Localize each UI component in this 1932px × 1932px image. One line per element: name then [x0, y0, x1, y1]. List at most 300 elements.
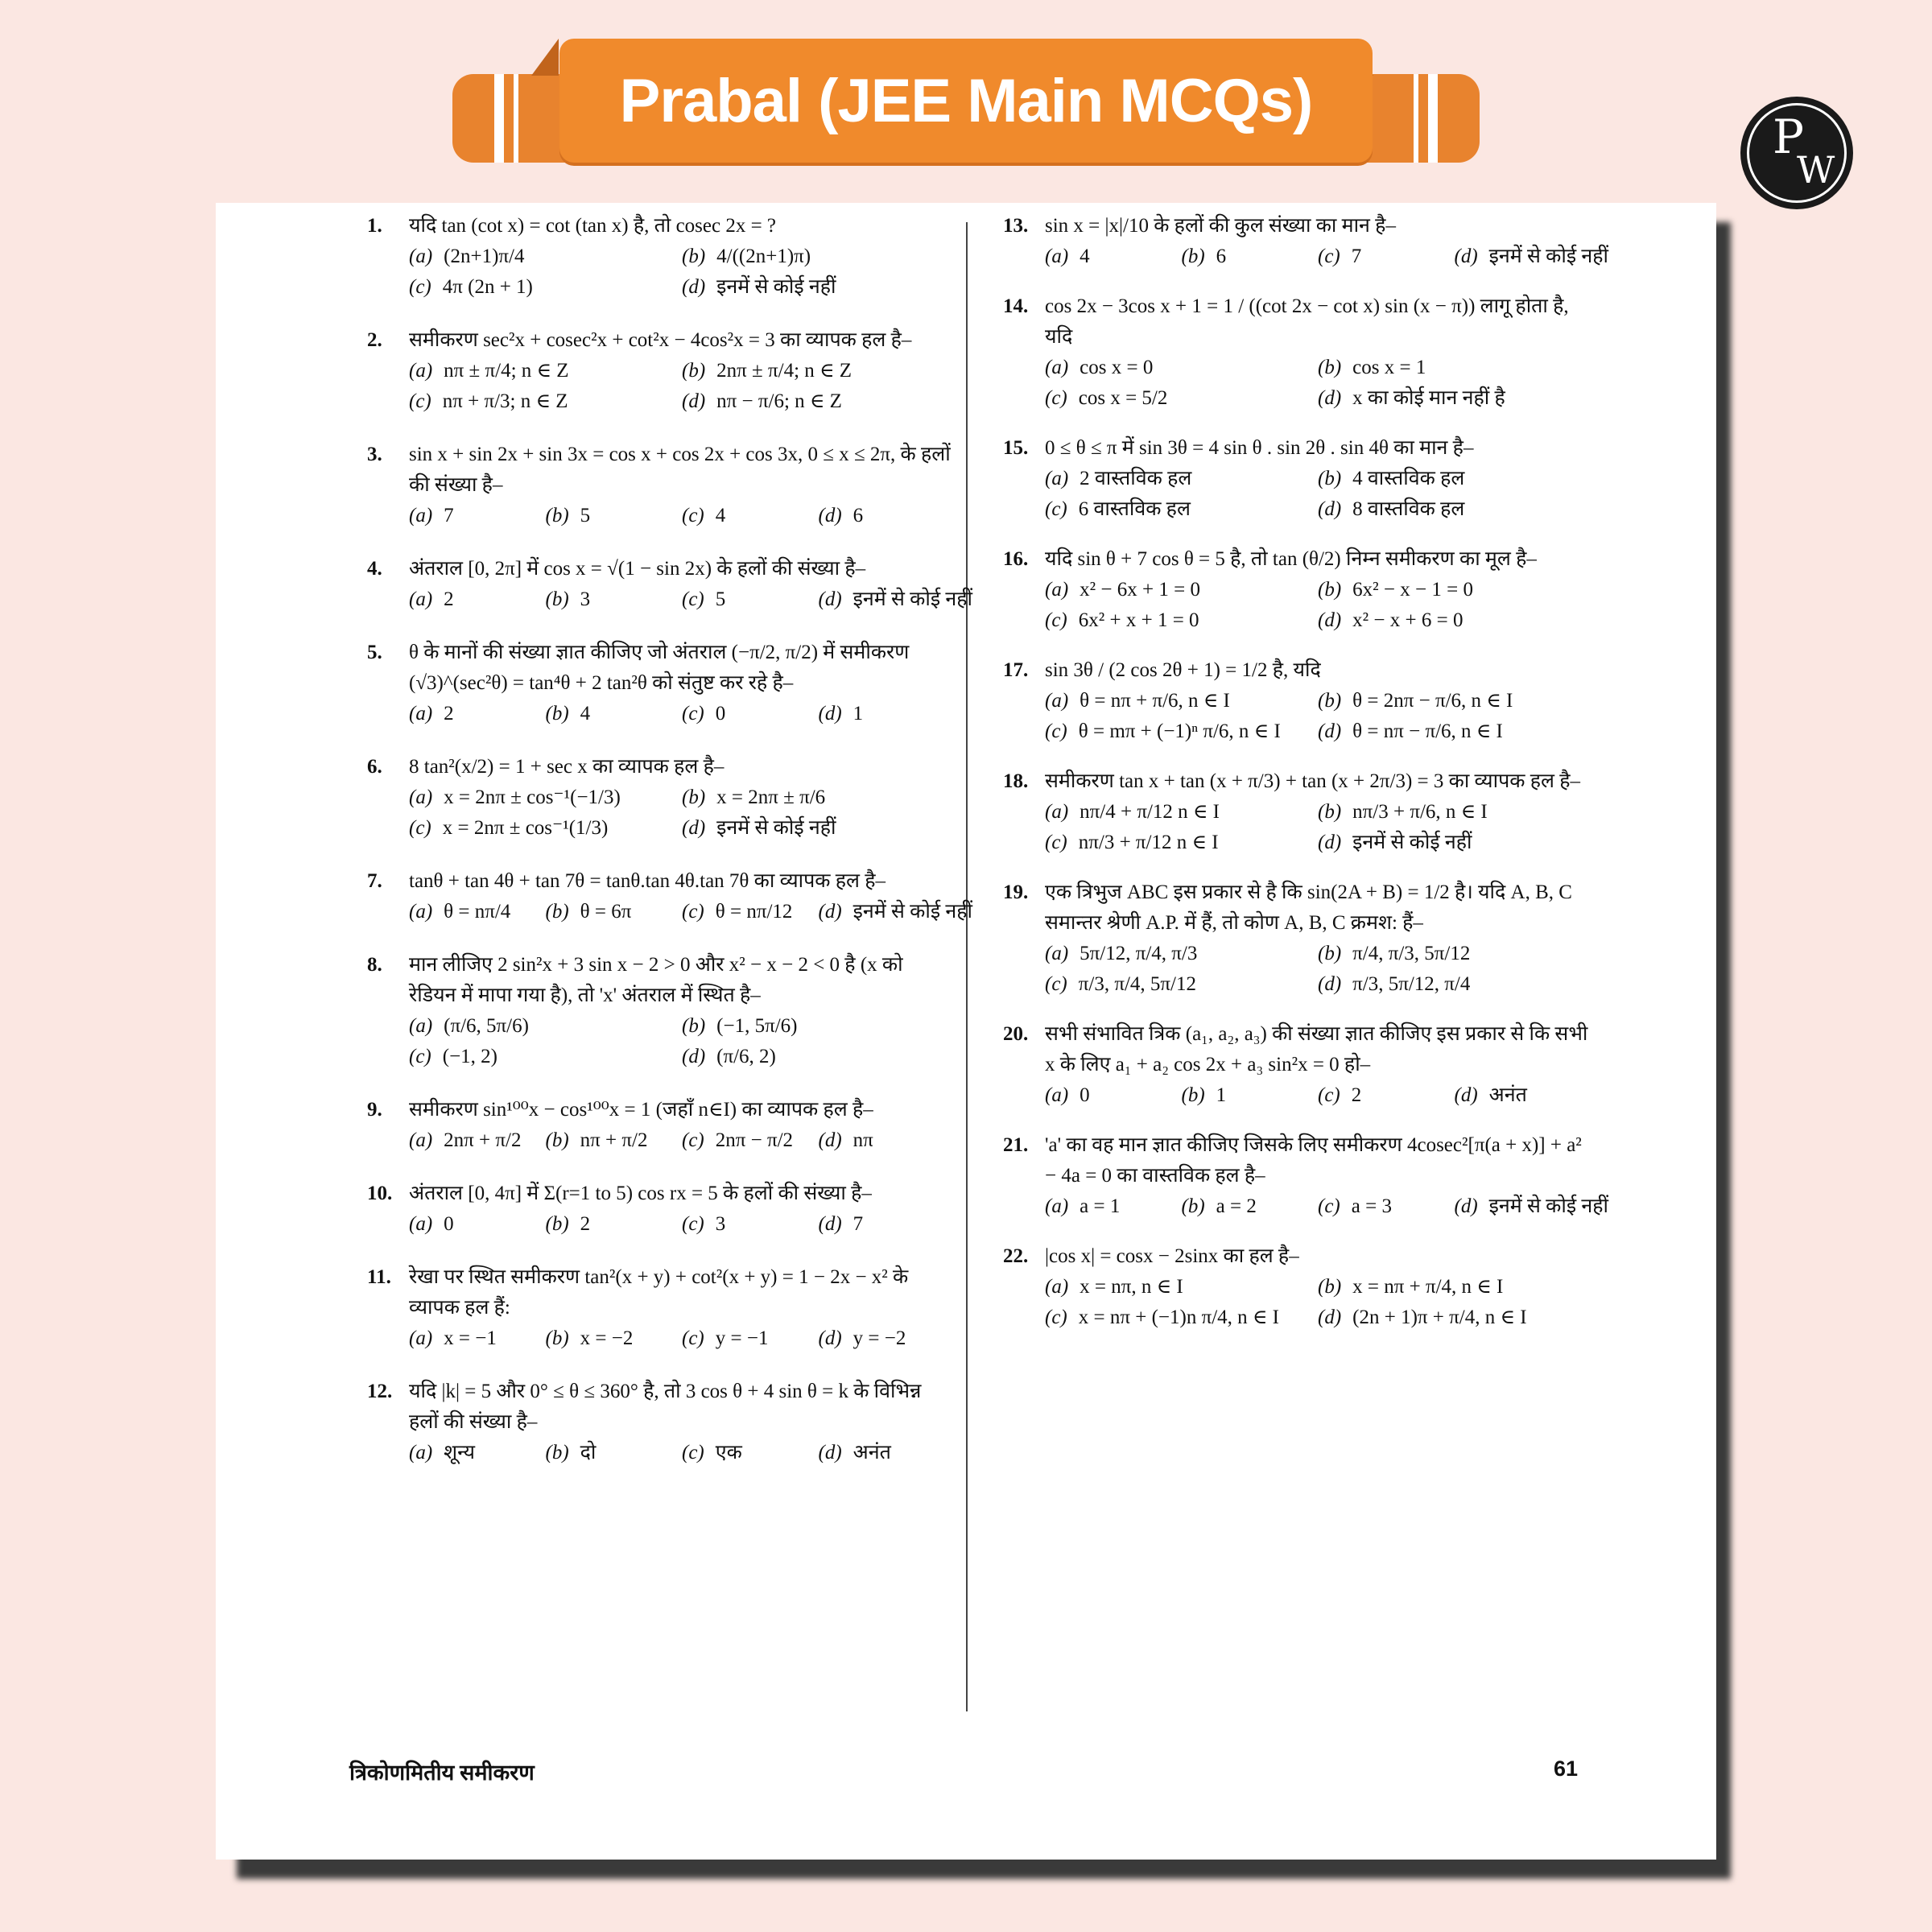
option-text: इनमें से कोई नहीं [1352, 832, 1472, 853]
answer-option [546, 897, 683, 927]
question-text: यदि |k| = 5 और 0° ≤ θ ≤ 360° है, तो 3 cos θ + 4 sin θ = k के विभिन्न हलों की संख्या है– [409, 1381, 922, 1433]
option-letter: (a) [1045, 579, 1069, 601]
option-text: a = 2 [1216, 1195, 1257, 1217]
option-letter: (b) [545, 1442, 569, 1463]
option-text: 6x² + x + 1 = 0 [1078, 609, 1199, 631]
answer-option [1045, 828, 1318, 858]
answer-option [409, 1323, 546, 1354]
answer-option [682, 1011, 955, 1042]
answer-option [409, 501, 546, 531]
option-letter: (a) [1045, 468, 1069, 489]
banner-fold-left [531, 39, 559, 76]
option-letter: (a) [409, 786, 433, 808]
option-text: शून्य [444, 1442, 476, 1463]
answer-option [409, 1125, 546, 1156]
question-item [367, 440, 955, 531]
option-text: x = 2nπ ± cos⁻¹(1/3) [442, 817, 609, 839]
question-number: 2. [367, 329, 382, 351]
answer-option [1318, 605, 1591, 636]
question-stem [367, 950, 955, 1011]
question-number: 6. [367, 756, 382, 778]
option-letter: (c) [409, 1046, 431, 1067]
answer-option [1045, 1191, 1182, 1222]
answer-option [682, 584, 819, 615]
option-letter: (c) [682, 1129, 704, 1151]
option-text: 6 [852, 505, 864, 526]
option-letter: (b) [682, 246, 706, 267]
option-letter: (d) [1454, 246, 1478, 267]
option-text: π/3, π/4, 5π/12 [1078, 973, 1196, 995]
question-item [1003, 544, 1591, 636]
options-group [367, 782, 955, 844]
option-text: cos x = 0 [1080, 357, 1154, 378]
option-letter: (a) [409, 246, 433, 267]
question-stem [1003, 1019, 1591, 1080]
question-number: 12. [367, 1381, 393, 1402]
option-text: 4 [580, 703, 591, 724]
answer-option [682, 1042, 955, 1072]
option-text: 1 [852, 703, 864, 724]
option-letter: (d) [1318, 1307, 1342, 1328]
options-group [367, 584, 972, 615]
question-number: 17. [1003, 659, 1029, 681]
answer-option [409, 699, 546, 729]
option-text: अनंत [852, 1442, 891, 1463]
options-group [367, 1323, 955, 1354]
option-letter: (a) [1045, 357, 1069, 378]
option-text: 2nπ − π/2 [715, 1129, 794, 1151]
option-text: π/4, π/3, 5π/12 [1352, 943, 1471, 964]
option-letter: (b) [545, 1213, 569, 1235]
question-item [367, 950, 955, 1072]
option-text: 2nπ + π/2 [444, 1129, 522, 1151]
answer-option [409, 1011, 682, 1042]
question-stem [1003, 291, 1591, 353]
option-letter: (d) [818, 1327, 842, 1349]
answer-option [1045, 686, 1318, 716]
question-stem [367, 440, 955, 501]
option-text: इनमें से कोई नहीं [852, 588, 972, 610]
option-letter: (c) [409, 276, 431, 298]
answer-option [1318, 353, 1591, 383]
question-text: समीकरण sec²x + cosec²x + cot²x − 4cos²x = 3 का व्यापक हल है– [409, 329, 912, 351]
option-text: θ = mπ + (−1)ⁿ π/6, n ∈ I [1078, 720, 1281, 742]
question-item [367, 1095, 955, 1156]
answer-option [1318, 1302, 1591, 1333]
option-text: θ = nπ/4 [444, 901, 511, 923]
option-text: nπ/3 + π/12 n ∈ I [1078, 832, 1219, 853]
question-number: 13. [1003, 215, 1029, 237]
question-stem [1003, 1241, 1591, 1272]
answer-option [682, 242, 955, 272]
band-stripe [1414, 74, 1418, 163]
option-letter: (b) [1318, 1276, 1342, 1298]
answer-option [1045, 575, 1318, 605]
answer-option [1318, 242, 1455, 272]
question-stem [367, 638, 955, 699]
answer-option [409, 386, 682, 417]
option-letter: (c) [1045, 387, 1067, 409]
option-text: x = nπ, n ∈ I [1080, 1276, 1183, 1298]
option-text: nπ [852, 1129, 873, 1151]
option-letter: (d) [1318, 387, 1342, 409]
pw-logo [1740, 97, 1853, 209]
option-letter: (d) [818, 901, 842, 923]
options-group [1003, 686, 1591, 747]
option-letter: (a) [409, 901, 433, 923]
option-letter: (c) [409, 817, 431, 839]
option-text: x = nπ + (−1)n π/4, n ∈ I [1078, 1307, 1279, 1328]
answer-option [1182, 1080, 1319, 1111]
answer-option [1045, 353, 1318, 383]
answer-option [1318, 575, 1591, 605]
answer-option [1045, 1080, 1182, 1111]
question-item [367, 638, 955, 729]
question-item [367, 325, 955, 417]
option-letter: (d) [1318, 973, 1342, 995]
option-text: 4/((2n+1)π) [716, 246, 811, 267]
option-text: θ = nπ + π/6, n ∈ I [1080, 690, 1230, 712]
question-number: 4. [367, 558, 382, 580]
option-letter: (b) [1318, 468, 1342, 489]
option-text: x = 2nπ ± π/6 [716, 786, 826, 808]
option-letter: (a) [1045, 1084, 1069, 1106]
option-text: 5π/12, π/4, π/3 [1080, 943, 1198, 964]
option-letter: (d) [1318, 832, 1342, 853]
option-text: (2n+1)π/4 [444, 246, 525, 267]
option-letter: (a) [409, 360, 433, 382]
question-item [367, 211, 955, 303]
options-group [367, 501, 955, 531]
option-text: 5 [580, 505, 591, 526]
option-text: x का कोई मान नहीं है [1352, 387, 1505, 409]
option-text: θ = 2nπ − π/6, n ∈ I [1352, 690, 1513, 712]
answer-option [682, 386, 955, 417]
option-letter: (d) [818, 505, 842, 526]
option-letter: (b) [545, 901, 569, 923]
options-group [367, 1125, 955, 1156]
answer-option [409, 813, 682, 844]
option-letter: (b) [682, 1015, 706, 1037]
option-letter: (b) [1318, 943, 1342, 964]
answer-option [409, 897, 546, 927]
answer-option [1318, 1272, 1591, 1302]
question-number: 3. [367, 444, 382, 465]
answer-option [682, 897, 819, 927]
question-item [1003, 291, 1591, 414]
option-letter: (d) [682, 1046, 706, 1067]
option-text: 2 [444, 703, 454, 724]
question-item [1003, 433, 1591, 525]
option-text: एक [715, 1442, 742, 1463]
options-group [1003, 353, 1591, 414]
option-letter: (a) [409, 703, 433, 724]
answer-option [1318, 383, 1591, 414]
question-number: 9. [367, 1099, 382, 1121]
answer-option [546, 584, 683, 615]
option-text: x² − x + 6 = 0 [1352, 609, 1463, 631]
option-text: cos x = 5/2 [1078, 387, 1168, 409]
option-letter: (a) [409, 1327, 433, 1349]
option-text: इनमें से कोई नहीं [852, 901, 972, 923]
option-letter: (b) [682, 360, 706, 382]
option-text: 4 [715, 505, 726, 526]
option-letter: (d) [1454, 1195, 1478, 1217]
answer-option [1045, 1302, 1318, 1333]
options-group [367, 699, 955, 729]
option-letter: (d) [818, 588, 842, 610]
question-item [1003, 211, 1608, 272]
option-letter: (a) [1045, 943, 1069, 964]
question-text: यदि tan (cot x) = cot (tan x) है, तो cosec 2x = ? [409, 215, 777, 237]
option-letter: (a) [1045, 801, 1069, 823]
option-letter: (b) [1318, 801, 1342, 823]
page-title: Prabal (JEE Main MCQs) [619, 66, 1313, 135]
option-text: 2nπ ± π/4; n ∈ Z [716, 360, 852, 382]
answer-option [1318, 1080, 1455, 1111]
question-stem [367, 1179, 955, 1209]
answer-option [1318, 686, 1591, 716]
options-group [1003, 1080, 1591, 1111]
option-letter: (d) [1454, 1084, 1478, 1106]
option-text: 7 [1351, 246, 1362, 267]
question-text: 8 tan²(x/2) = 1 + sec x का व्यापक हल है– [409, 756, 724, 778]
answer-option [819, 1323, 956, 1354]
option-text: 2 [444, 588, 454, 610]
answer-option [1182, 242, 1319, 272]
answer-option [682, 1125, 819, 1156]
band-stripe [494, 74, 504, 163]
answer-option [682, 1323, 819, 1354]
answer-option [1454, 1191, 1608, 1222]
question-text: sin 3θ / (2 cos 2θ + 1) = 1/2 है, यदि [1045, 659, 1321, 681]
option-text: nπ + π/3; n ∈ Z [442, 390, 568, 412]
question-number: 7. [367, 870, 382, 892]
options-group [367, 356, 955, 417]
option-letter: (a) [1045, 1195, 1069, 1217]
question-text: sin x = |x|/10 के हलों की कुल संख्या का मान है– [1045, 215, 1396, 237]
option-letter: (c) [682, 901, 704, 923]
option-text: x² − 6x + 1 = 0 [1080, 579, 1200, 601]
option-text: 6 [1216, 246, 1227, 267]
option-text: θ = nπ/12 [715, 901, 793, 923]
question-stem [367, 211, 955, 242]
question-stem [367, 1095, 955, 1125]
answer-option [1182, 1191, 1319, 1222]
question-stem [1003, 877, 1591, 939]
option-letter: (c) [409, 390, 431, 412]
question-text: sin x + sin 2x + sin 3x = cos x + cos 2x + cos 3x, 0 ≤ x ≤ 2π, के हलों की संख्या है– [409, 444, 951, 496]
option-letter: (b) [1181, 246, 1205, 267]
option-text: x = −1 [444, 1327, 497, 1349]
question-stem [367, 325, 955, 356]
option-letter: (c) [1045, 1307, 1067, 1328]
answer-option [1045, 716, 1318, 747]
option-text: 4 वास्तविक हल [1352, 468, 1465, 489]
question-text: |cos x| = cosx − 2sinx का हल है– [1045, 1245, 1299, 1267]
option-letter: (a) [409, 1442, 433, 1463]
answer-option [1045, 464, 1318, 494]
option-letter: (b) [545, 1129, 569, 1151]
question-text: अंतराल [0, 2π] में cos x = √(1 − sin 2x) के हलों की संख्या है– [409, 558, 866, 580]
answer-option [1045, 383, 1318, 414]
question-stem [367, 1377, 955, 1438]
option-text: 3 [580, 588, 591, 610]
option-text: x = 2nπ ± cos⁻¹(−1/3) [444, 786, 621, 808]
answer-option [1318, 828, 1591, 858]
answer-option [546, 1125, 683, 1156]
answer-option [546, 501, 683, 531]
answer-option [818, 584, 972, 615]
question-text: θ के मानों की संख्या ज्ञात कीजिए जो अंतराल (−π/2, π/2) में समीकरण (√3)^(sec²θ) = tan⁴θ + 2 tan²θ को संतुष्ट कर रहे है– [409, 642, 910, 694]
option-letter: (b) [682, 786, 706, 808]
option-letter: (b) [1181, 1195, 1205, 1217]
option-letter: (b) [1181, 1084, 1205, 1106]
question-stem [1003, 766, 1591, 797]
option-letter: (d) [1318, 609, 1342, 631]
question-number: 11. [367, 1266, 391, 1288]
option-text: y = −1 [715, 1327, 769, 1349]
option-text: (π/6, 5π/6) [444, 1015, 529, 1037]
question-number: 20. [1003, 1023, 1029, 1045]
question-stem [367, 554, 955, 584]
question-item [1003, 766, 1591, 858]
band-stripe [514, 74, 518, 163]
answer-option [682, 501, 819, 531]
option-text: nπ + π/2 [580, 1129, 648, 1151]
answer-option [818, 897, 972, 927]
option-text: 8 वास्तविक हल [1352, 498, 1465, 520]
answer-option [1045, 797, 1318, 828]
option-letter: (d) [818, 1213, 842, 1235]
answer-option [1318, 1191, 1455, 1222]
option-text: 2 [580, 1213, 591, 1235]
question-item [1003, 1019, 1591, 1111]
option-letter: (b) [1318, 357, 1342, 378]
option-letter: (c) [1045, 832, 1067, 853]
option-text: nπ/4 + π/12 n ∈ I [1080, 801, 1220, 823]
option-letter: (a) [409, 1129, 433, 1151]
option-text: 0 [715, 703, 726, 724]
answer-option [1045, 242, 1182, 272]
question-text: रेखा पर स्थित समीकरण tan²(x + y) + cot²(x + y) = 1 − 2x − x² के व्यापक हल हैं: [409, 1266, 909, 1319]
question-text: समीकरण tan x + tan (x + π/3) + tan (x + 2π/3) = 3 का व्यापक हल है– [1045, 770, 1580, 792]
question-number: 8. [367, 954, 382, 976]
option-text: x = −2 [580, 1327, 634, 1349]
answer-option [1318, 797, 1591, 828]
question-number: 15. [1003, 437, 1029, 459]
option-letter: (c) [682, 588, 704, 610]
answer-option [682, 356, 955, 386]
left-column [367, 211, 972, 1491]
question-text: tanθ + tan 4θ + tan 7θ = tanθ.tan 4θ.tan 7θ का व्यापक हल है– [409, 870, 886, 892]
option-letter: (c) [1045, 609, 1067, 631]
option-letter: (c) [682, 1213, 704, 1235]
option-letter: (a) [1045, 1276, 1069, 1298]
question-item [367, 1262, 955, 1354]
answer-option [682, 272, 955, 303]
option-text: 6x² − x − 1 = 0 [1352, 579, 1473, 601]
question-text: 'a' का वह मान ज्ञात कीजिए जिसके लिए समीकरण 4cosec²[π(a + x)] + a² − 4a = 0 का वास्तविक हल है– [1045, 1134, 1582, 1187]
option-text: a = 1 [1080, 1195, 1121, 1217]
answer-option [682, 1438, 819, 1468]
question-text: मान लीजिए 2 sin²x + 3 sin x − 2 > 0 और x² − x − 2 < 0 है (x को रेडियन में मापा गया है), तो 'x' अंतराल में स्थित है– [409, 954, 903, 1006]
option-text: 7 [852, 1213, 864, 1235]
answer-option [546, 1438, 683, 1468]
options-group [1003, 1191, 1608, 1222]
options-group [1003, 464, 1591, 525]
answer-option [819, 1209, 956, 1240]
option-text: y = −2 [852, 1327, 906, 1349]
question-item [1003, 655, 1591, 747]
option-letter: (a) [409, 588, 433, 610]
answer-option [409, 356, 682, 386]
question-item [367, 752, 955, 844]
question-item [1003, 1241, 1591, 1333]
option-letter: (d) [1318, 498, 1342, 520]
question-stem [367, 1262, 955, 1323]
answer-option [682, 782, 955, 813]
question-item [367, 866, 972, 927]
answer-option [1045, 939, 1318, 969]
question-item [1003, 1130, 1608, 1222]
answer-option [682, 1209, 819, 1240]
question-number: 21. [1003, 1134, 1029, 1156]
option-letter: (d) [818, 1442, 842, 1463]
question-text: cos 2x − 3cos x + 1 = 1 / ((cot 2x − cot x) sin (x − π)) लागू होता है, यदि [1045, 295, 1569, 348]
option-letter: (c) [1045, 973, 1067, 995]
answer-option [409, 242, 682, 272]
answer-option [682, 699, 819, 729]
answer-option [1318, 464, 1591, 494]
option-text: 7 [444, 505, 454, 526]
answer-option [1045, 494, 1318, 525]
logo-letter-p: P [1773, 109, 1805, 164]
question-item [367, 1179, 955, 1240]
option-letter: (c) [682, 1327, 704, 1349]
answer-option [546, 699, 683, 729]
answer-option [409, 584, 546, 615]
right-column [1003, 211, 1608, 1352]
option-text: nπ − π/6; n ∈ Z [716, 390, 842, 412]
option-letter: (d) [682, 390, 706, 412]
option-letter: (c) [682, 703, 704, 724]
question-text: सभी संभावित त्रिक (a₁, a₂, a₃) की संख्या ज्ञात कीजिए इस प्रकार से कि सभी x के लिए a₁ + a₂ cos 2x + a₃ sin²x = 0 हो– [1045, 1023, 1588, 1075]
option-text: 4π (2n + 1) [442, 276, 533, 298]
option-text: 3 [715, 1213, 726, 1235]
answer-option [819, 501, 956, 531]
options-group [1003, 939, 1591, 1000]
option-letter: (c) [1318, 1195, 1340, 1217]
question-stem [1003, 433, 1591, 464]
options-group [367, 1011, 955, 1072]
option-text: (2n + 1)π + π/4, n ∈ I [1352, 1307, 1527, 1328]
question-stem [1003, 544, 1591, 575]
option-text: cos x = 1 [1352, 357, 1426, 378]
answer-option [1318, 969, 1591, 1000]
question-text: यदि sin θ + 7 cos θ = 5 है, तो tan (θ/2) निम्न समीकरण का मूल है– [1045, 548, 1537, 570]
option-text: इनमें से कोई नहीं [1488, 1195, 1608, 1217]
option-letter: (d) [682, 276, 706, 298]
column-divider [966, 222, 968, 1711]
option-text: इनमें से कोई नहीं [1488, 246, 1608, 267]
option-letter: (b) [1318, 579, 1342, 601]
option-letter: (c) [1045, 498, 1067, 520]
question-number: 19. [1003, 881, 1029, 903]
options-group [1003, 797, 1591, 858]
option-text: दो [580, 1442, 597, 1463]
options-group [367, 1209, 955, 1240]
